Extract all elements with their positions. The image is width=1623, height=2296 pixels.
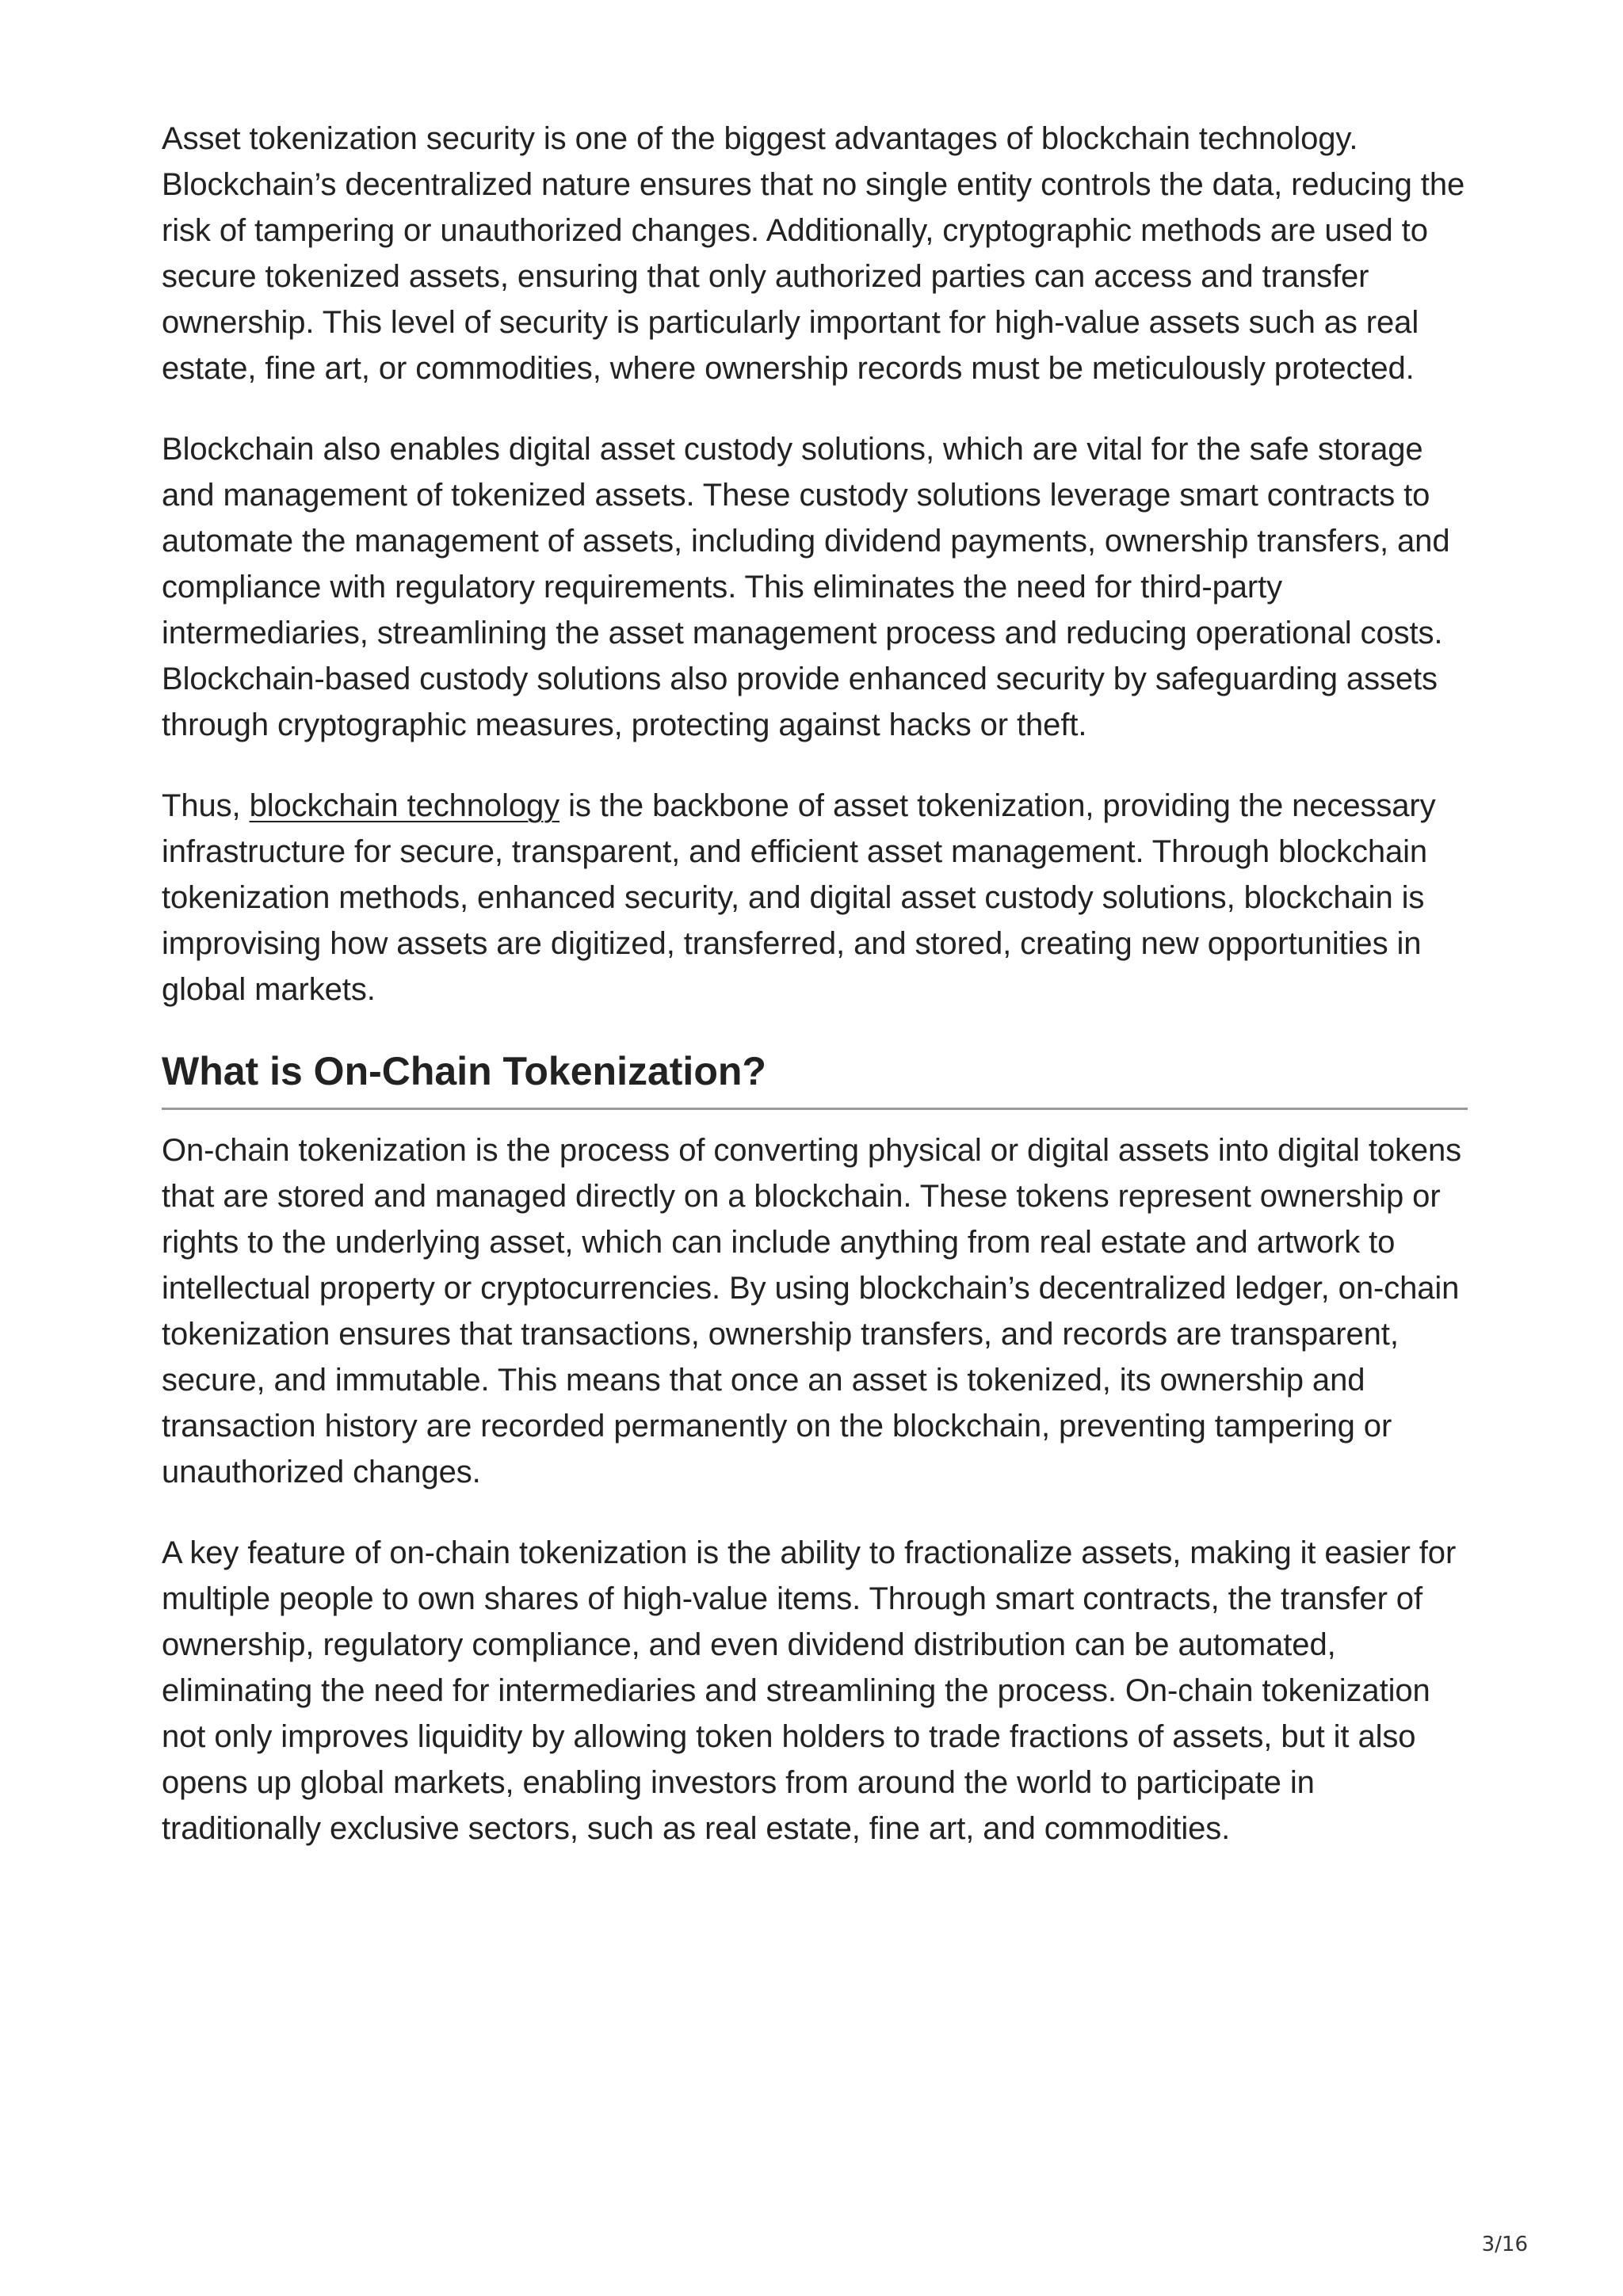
- page-number: 3/16: [1481, 2233, 1528, 2256]
- paragraph-backbone-suffix: is the backbone of asset tokenization, providing the necessary infrastructure for secure, transparent, and efficient asset management. Through blockchain tokenization methods, enhanced security, and digital asset custody solutions, blockchain is improvising how assets are digitized, transferred, and stored, creating new opportunities in global markets.: [162, 788, 1436, 1007]
- paragraph-security: Asset tokenization security is one of the biggest advantages of blockchain technology. Blockchain’s decentralized nature ensures that no single entity controls the data, reducing the risk of tampering or unauthorized changes. Additionally, cryptographic methods are used to secure tokenized assets, ensuring that only authorized parties can access and transfer ownership. This level of security is particularly important for high-value assets such as real estate, fine art, or commodities, where ownership records must be meticulously protected.: [162, 121, 1465, 386]
- paragraph-backbone-prefix: Thus,: [162, 788, 250, 823]
- blockchain-technology-link[interactable]: blockchain technology: [249, 788, 560, 823]
- paragraph-on-chain-definition: On-chain tokenization is the process of converting physical or digital assets into digital tokens that are stored and managed directly on a blockchain. These tokens represent ownership or rights to the underlying asset, which can include anything from real estate and artwork to intellectual property or cryptocurrencies. By using blockchain’s decentralized ledger, on-chain tokenization ensures that transactions, ownership transfers, and records are transparent, secure, and immutable. This means that once an asset is tokenized, its ownership and transaction history are recorded permanently on the blockchain, preventing tampering or unauthorized changes.: [162, 1133, 1462, 1489]
- section-heading: What is On-Chain Tokenization?: [162, 1047, 1468, 1110]
- paragraph-custody: Blockchain also enables digital asset custody solutions, which are vital for the safe storage and management of tokenized assets. These custody solutions leverage smart contracts to automate the management of assets, including dividend payments, ownership transfers, and compliance with regulatory requirements. This eliminates the need for third-party intermediaries, streamlining the asset management process and reducing operational costs. Blockchain-based custody solutions also provide enhanced security by safeguarding assets through cryptographic measures, protecting against hacks or theft.: [162, 432, 1450, 742]
- paragraph-backbone: [162, 783, 1468, 1013]
- paragraph-fractionalization: A key feature of on-chain tokenization is the ability to fractionalize assets, making it easier for multiple people to own shares of high-value items. Through smart contracts, the transfer of ownership, regulatory compliance, and even dividend distribution can be automated, eliminating the need for intermediaries and streamlining the process. On-chain tokenization not only improves liquidity by allowing token holders to trade fractions of assets, but it also opens up global markets, enabling investors from around the world to participate in traditionally exclusive sectors, such as real estate, fine art, and commodities.: [162, 1535, 1457, 1846]
- article-body: [162, 116, 1468, 1886]
